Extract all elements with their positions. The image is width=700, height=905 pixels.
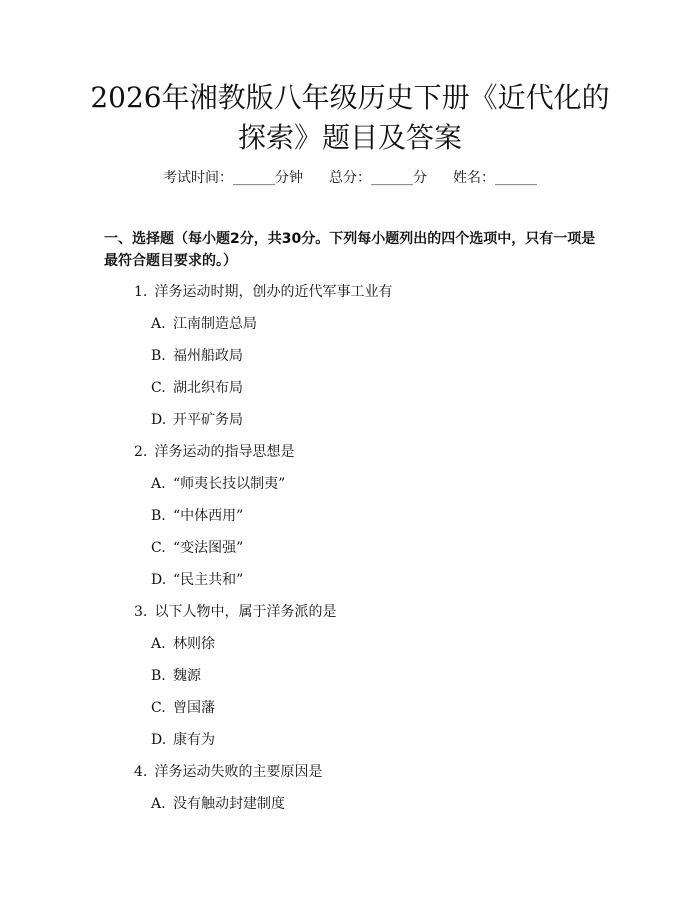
option-text: “民主共和”	[173, 572, 244, 588]
option-text: “师夷长技以制夷”	[173, 476, 286, 492]
question-3-option-b	[151, 666, 201, 686]
option-text: 林则徐	[173, 636, 215, 652]
option-text: 魏源	[173, 668, 201, 684]
option-text: 湖北织布局	[173, 380, 243, 396]
question-1-option-d	[151, 410, 243, 430]
option-letter: C.	[151, 700, 166, 716]
question-number: 4.	[134, 764, 148, 780]
option-letter: A.	[151, 476, 166, 492]
question-text: 洋务运动的指导思想是	[154, 444, 295, 460]
question-3	[134, 602, 336, 622]
option-letter: A.	[151, 636, 166, 652]
option-letter: D.	[151, 572, 167, 588]
question-text: 以下人物中，属于洋务派的是	[154, 604, 337, 620]
question-2	[134, 442, 294, 462]
question-text: 洋务运动时期，创办的近代军事工业有	[154, 284, 393, 300]
student-name-label: 姓名：______	[453, 170, 537, 186]
page-title: 2026年湘教版八年级历史下册《近代化的探索》题目及答案	[90, 81, 610, 154]
option-text: 江南制造总局	[173, 316, 257, 332]
question-3-option-c	[151, 698, 215, 718]
question-text: 洋务运动失败的主要原因是	[154, 764, 323, 780]
option-letter: A.	[151, 316, 166, 332]
option-letter: B.	[151, 668, 166, 684]
option-text: 曾国藩	[173, 700, 215, 716]
question-3-option-a	[151, 634, 215, 654]
exam-meta	[0, 168, 700, 188]
question-1-option-a	[151, 314, 257, 334]
option-letter: D.	[151, 412, 167, 428]
question-2-option-b	[151, 506, 243, 526]
total-score-label: 总分：______分	[329, 170, 427, 186]
question-number: 3.	[134, 604, 148, 620]
option-letter: C.	[151, 380, 166, 396]
option-letter: B.	[151, 508, 166, 524]
question-4-option-a	[151, 794, 285, 814]
section-heading: 一、选择题（每小题2分，共30分。下列每小题列出的四个选项中，只有一项是最符合题目要求的。）	[104, 231, 596, 269]
option-text: “变法图强”	[173, 540, 244, 556]
question-1	[134, 282, 392, 302]
question-2-option-a	[151, 474, 285, 494]
question-number: 1.	[134, 284, 148, 300]
option-text: 康有为	[173, 732, 215, 748]
question-1-option-b	[151, 346, 243, 366]
question-2-option-c	[151, 538, 243, 558]
option-text: “中体西用”	[173, 508, 244, 524]
option-letter: A.	[151, 796, 166, 812]
question-1-option-c	[151, 378, 243, 398]
option-text: 开平矿务局	[173, 412, 243, 428]
option-text: 福州船政局	[173, 348, 243, 364]
exam-time-label: 考试时间：______分钟	[163, 170, 303, 186]
question-number: 2.	[134, 444, 148, 460]
question-3-option-d	[151, 730, 215, 750]
option-letter: B.	[151, 348, 166, 364]
option-letter: D.	[151, 732, 167, 748]
option-text: 没有触动封建制度	[173, 796, 285, 812]
question-2-option-d	[151, 570, 243, 590]
question-4	[134, 762, 322, 782]
option-letter: C.	[151, 540, 166, 556]
